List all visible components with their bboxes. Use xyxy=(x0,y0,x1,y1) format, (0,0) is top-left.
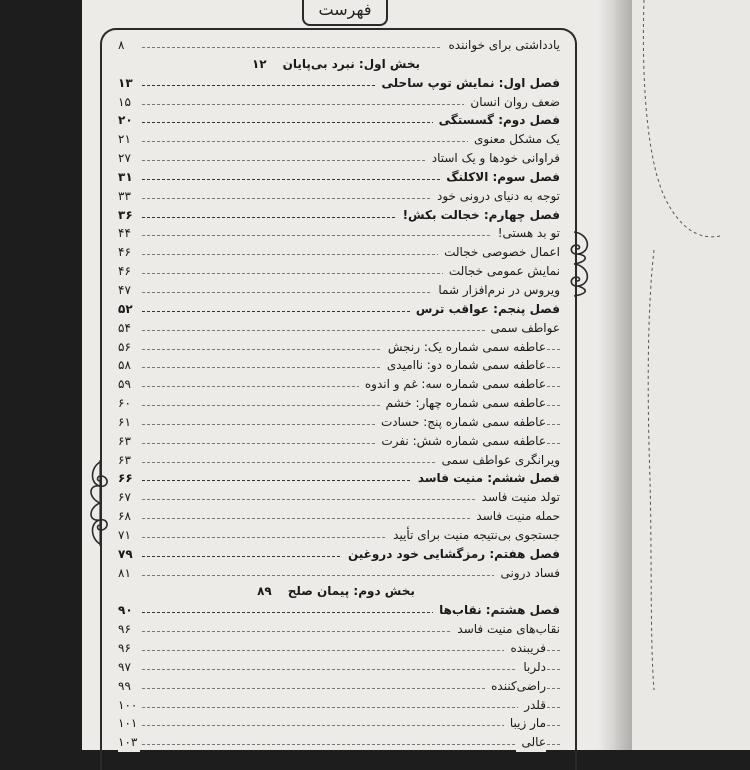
toc-entry-title: فصل ششم: منیت فاسد xyxy=(412,469,560,488)
toc-part-page: ۸۹ xyxy=(257,584,272,599)
toc-page-number: ۶۳ xyxy=(118,432,140,451)
toc-entry-row xyxy=(118,319,560,338)
toc-page-number: ۱۰۱ xyxy=(118,714,140,733)
toc-page-number: ۸۱ xyxy=(118,564,140,583)
toc-entry-row xyxy=(118,564,560,583)
toc-page-number: ۶۱ xyxy=(118,413,140,432)
toc-entry-row xyxy=(118,262,560,281)
toc-page-number: ۶۸ xyxy=(118,507,140,526)
toc-entry-title: توجه به دنیای درونی خود xyxy=(431,187,560,206)
toc-page-number: ۳۳ xyxy=(118,187,140,206)
toc-entry-title: فصل هشتم: نقاب‌ها xyxy=(433,601,560,620)
toc-entry-row xyxy=(118,696,560,715)
toc-entry-row xyxy=(118,36,560,55)
toc-entry-row xyxy=(118,451,560,470)
toc-page-number: ۴۶ xyxy=(118,262,140,281)
toc-entry-row xyxy=(118,526,560,545)
toc-entry-row xyxy=(118,507,560,526)
toc-page-number: ۵۲ xyxy=(118,300,140,319)
toc-entry-row xyxy=(118,488,560,507)
toc-page-number: ۱۳ xyxy=(118,74,140,93)
toc-part-heading xyxy=(118,582,560,601)
toc-entry-title: عالی xyxy=(516,733,546,752)
toc-entry-title: دلربا xyxy=(517,658,546,677)
toc-page-number: ۱۵ xyxy=(118,93,140,112)
toc-entry-row xyxy=(118,375,560,394)
toc-entry-title: جستجوی بی‌نتیجه منیت برای تأیید xyxy=(387,526,560,545)
toc-entry-row xyxy=(118,413,560,432)
toc-chapter-row xyxy=(118,469,560,488)
toc-entry-row xyxy=(118,658,560,677)
toc-entry-title: فصل چهارم: خجالت بکش! xyxy=(397,206,560,225)
toc-entry-row xyxy=(118,432,560,451)
toc-entry-title: تولد منیت فاسد xyxy=(476,488,560,507)
dot-leader xyxy=(142,669,560,670)
toc-entry-row xyxy=(118,93,560,112)
toc-page-number: ۶۶ xyxy=(118,469,140,488)
toc-entry-row xyxy=(118,187,560,206)
toc-entry-row xyxy=(118,677,560,696)
toc-page-number: ۹۶ xyxy=(118,639,140,658)
table-of-contents xyxy=(118,36,560,752)
toc-entry-title: فساد درونی xyxy=(494,564,560,583)
toc-entry-title: فصل سوم: الاکلنگ xyxy=(440,168,560,187)
toc-chapter-row xyxy=(118,601,560,620)
toc-part-page: ۱۲ xyxy=(251,56,267,71)
toc-entry-row xyxy=(118,714,560,733)
toc-entry-row xyxy=(118,281,560,300)
toc-entry-title: حمله منیت فاسد xyxy=(470,507,560,526)
toc-page-number: ۳۶ xyxy=(118,206,140,225)
toc-chapter-row xyxy=(118,300,560,319)
toc-entry-title: راضی‌کننده xyxy=(485,677,546,696)
toc-entry-title: نقاب‌های منیت فاسد xyxy=(451,620,560,639)
toc-page-number: ۲۰ xyxy=(118,111,140,130)
toc-page-number: ۲۷ xyxy=(118,149,140,168)
toc-entry-title: عاطفه سمی شماره پنج: حسادت xyxy=(375,413,546,432)
toc-chapter-row xyxy=(118,206,560,225)
toc-page-number: ۷۱ xyxy=(118,526,140,545)
toc-entry-row xyxy=(118,338,560,357)
toc-chapter-row xyxy=(118,74,560,93)
toc-chapter-row xyxy=(118,168,560,187)
toc-page-number: ۵۹ xyxy=(118,375,140,394)
toc-page-number: ۲۱ xyxy=(118,130,140,149)
toc-entry-row xyxy=(118,356,560,375)
toc-page-number: ۶۳ xyxy=(118,451,140,470)
toc-page-number: ۳۱ xyxy=(118,168,140,187)
toc-entry-title: فصل پنجم: عواقب ترس xyxy=(410,300,560,319)
dot-leader xyxy=(142,707,560,708)
book-gutter-shadow xyxy=(598,0,632,750)
toc-page-number: ۵۸ xyxy=(118,356,140,375)
toc-entry-title: فریبنده xyxy=(504,639,546,658)
swirl-ornament-right-icon xyxy=(560,228,600,300)
page-title: فهرست xyxy=(302,0,388,26)
toc-entry-title: عواطف سمی xyxy=(485,319,560,338)
toc-entry-title: ویروس در نرم‌افزار شما xyxy=(432,281,560,300)
dot-leader xyxy=(142,650,560,651)
toc-page-number: ۸ xyxy=(118,36,140,55)
toc-entry-title: عاطفه سمی شماره یک: رنجش xyxy=(382,338,546,357)
toc-page-number: ۹۶ xyxy=(118,620,140,639)
toc-entry-row xyxy=(118,149,560,168)
toc-page-number: ۴۶ xyxy=(118,243,140,262)
toc-entry-title: عاطفه سمی شماره چهار: خشم xyxy=(380,394,546,413)
toc-entry-row xyxy=(118,224,560,243)
toc-entry-row xyxy=(118,394,560,413)
toc-entry-row xyxy=(118,639,560,658)
toc-entry-title: فصل هفتم: رمزگشایی خود دروغین xyxy=(342,545,560,564)
toc-entry-title: یادداشتی برای خواننده xyxy=(442,36,560,55)
toc-chapter-row xyxy=(118,111,560,130)
toc-page-number: ۹۰ xyxy=(118,601,140,620)
toc-entry-title: فصل دوم: گسستگی xyxy=(433,111,560,130)
toc-part-title: بخش اول: نبرد بی‌پایان xyxy=(277,55,426,74)
toc-entry-title: ویرانگری عواطف سمی xyxy=(436,451,560,470)
toc-entry-row xyxy=(118,243,560,262)
swirl-ornament-left-icon xyxy=(82,458,118,548)
toc-entry-title: عاطفه سمی شماره دو: ناامیدی xyxy=(381,356,546,375)
toc-part-title: بخش دوم: پیمان صلح xyxy=(282,582,421,601)
dot-leader xyxy=(142,744,560,745)
toc-entry-title: نمایش عمومی خجالت xyxy=(443,262,560,281)
toc-entry-title: ضعف روان انسان xyxy=(464,93,560,112)
toc-page-number: ۵۶ xyxy=(118,338,140,357)
toc-entry-title: فصل اول: نمایش توپ ساحلی xyxy=(376,74,561,93)
toc-entry-row xyxy=(118,130,560,149)
toc-entry-title: عاطفه سمی شماره سه: غم و اندوه xyxy=(359,375,546,394)
facing-page-decoration xyxy=(640,0,750,750)
toc-entry-title: یک مشکل معنوی xyxy=(468,130,560,149)
toc-entry-row xyxy=(118,620,560,639)
toc-page-number: ۴۴ xyxy=(118,224,140,243)
toc-entry-title: تو بد هستی! xyxy=(492,224,560,243)
toc-entry-title: اعمال خصوصی خجالت xyxy=(438,243,560,262)
toc-page-number: ۷۹ xyxy=(118,545,140,564)
toc-page-number: ۱۰۰ xyxy=(118,696,140,715)
toc-entry-title: عاطفه سمی شماره شش: نفرت xyxy=(375,432,546,451)
toc-page-number: ۶۰ xyxy=(118,394,140,413)
toc-part-heading xyxy=(118,55,560,74)
toc-chapter-row xyxy=(118,545,560,564)
toc-entry-title: فراوانی خودها و یک استاد xyxy=(426,149,560,168)
toc-page-number: ۶۷ xyxy=(118,488,140,507)
toc-page-number: ۵۴ xyxy=(118,319,140,338)
toc-entry-title: مار زیبا xyxy=(504,714,546,733)
toc-page-number: ۹۹ xyxy=(118,677,140,696)
dot-leader xyxy=(142,725,560,726)
toc-page-number: ۹۷ xyxy=(118,658,140,677)
toc-page-number: ۴۷ xyxy=(118,281,140,300)
toc-entry-row xyxy=(118,733,560,752)
toc-page-number: ۱۰۳ xyxy=(118,733,140,752)
toc-entry-title: قلدر xyxy=(518,696,546,715)
